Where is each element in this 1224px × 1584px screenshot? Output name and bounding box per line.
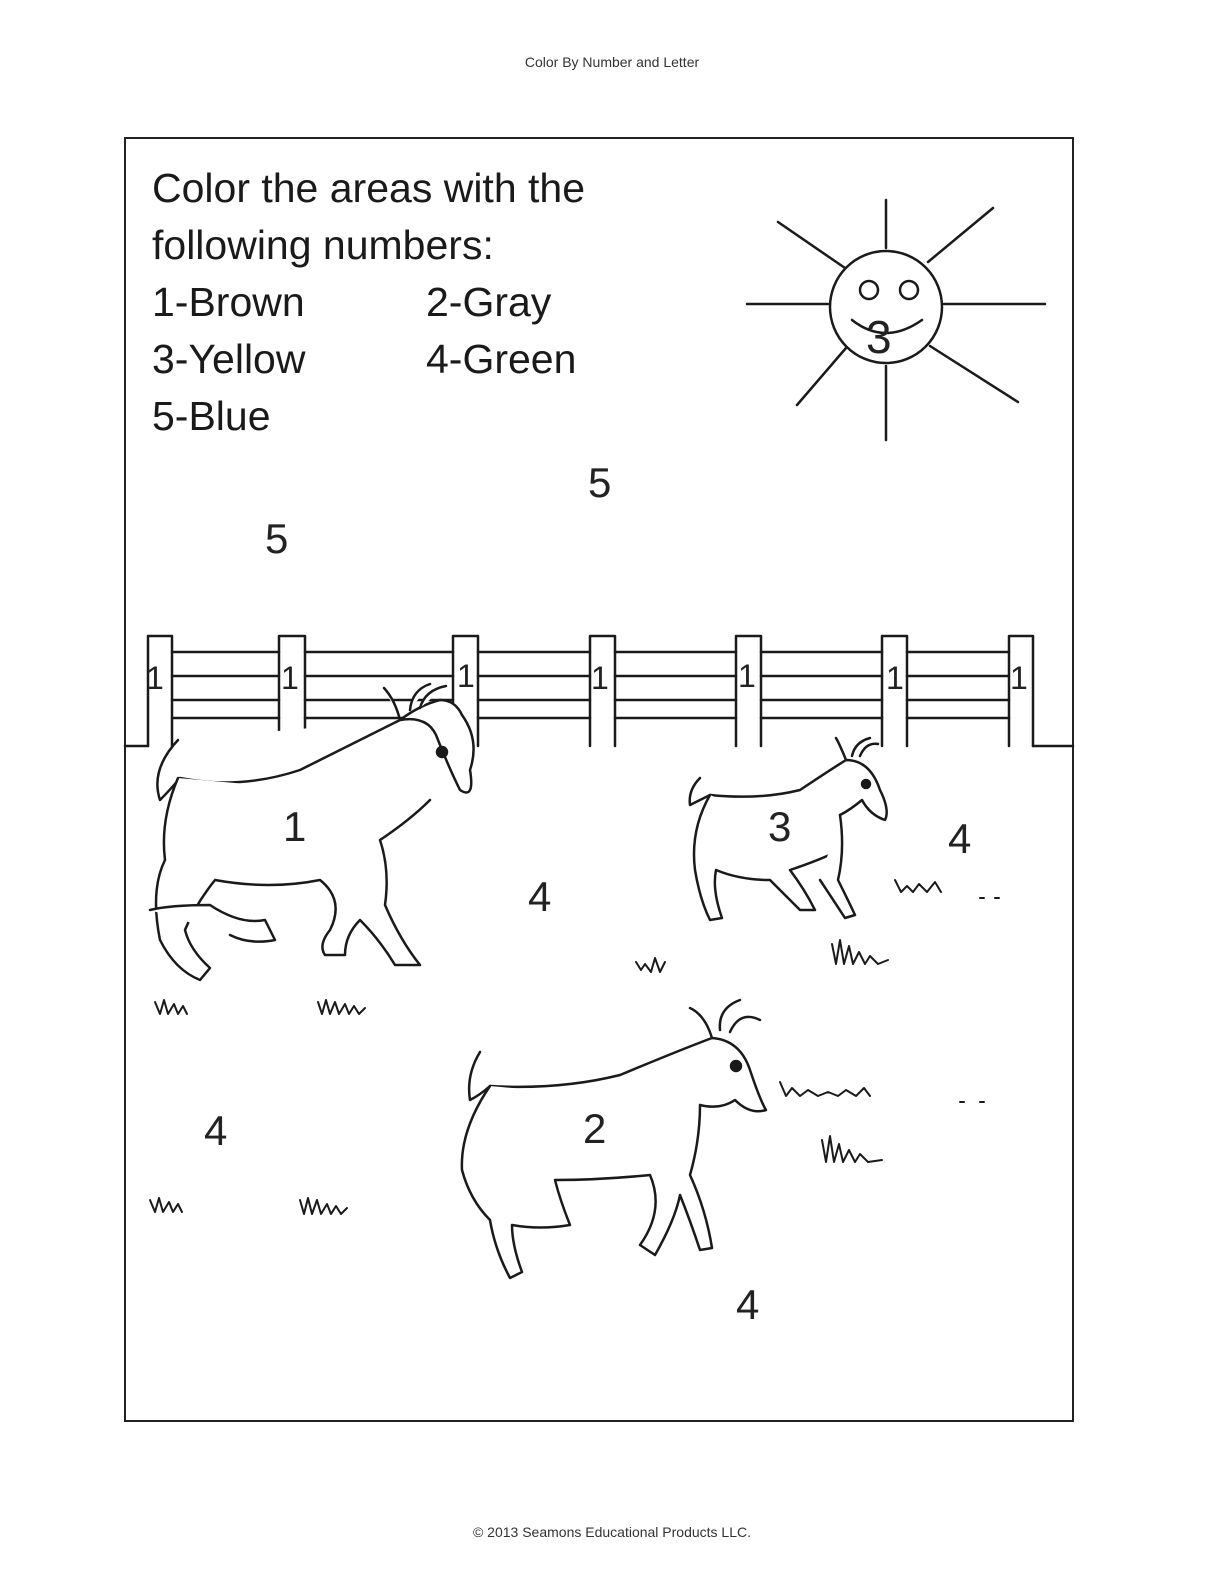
sun-icon xyxy=(747,200,1045,440)
grass-number: 4 xyxy=(204,1107,228,1154)
instructions-line-1: Color the areas with the xyxy=(152,165,586,211)
goat-front-number: 2 xyxy=(583,1105,607,1152)
copyright-footer: © 2013 Seamons Educational Products LLC. xyxy=(472,1524,752,1540)
legend-item-gray: 2-Gray xyxy=(426,279,552,325)
grass-number: 4 xyxy=(948,815,972,862)
fence-number: 1 xyxy=(738,658,756,694)
fence-number: 1 xyxy=(1010,660,1028,696)
instructions-block xyxy=(152,160,585,445)
fence-number: 1 xyxy=(886,660,904,696)
goat-large-drawing xyxy=(150,684,474,980)
legend-item-brown: 1-Brown xyxy=(152,279,305,325)
goat-front-drawing xyxy=(462,1000,766,1278)
grass-number: 4 xyxy=(736,1281,760,1328)
fence-number: 1 xyxy=(281,660,299,696)
page-header-title: Color By Number and Letter xyxy=(524,54,700,70)
fence-number: 1 xyxy=(457,658,475,694)
legend-item-green: 4-Green xyxy=(426,336,577,382)
legend-item-blue: 5-Blue xyxy=(152,393,271,439)
goat-large-number: 1 xyxy=(283,803,307,850)
sky-number: 5 xyxy=(588,459,612,506)
sun-number: 3 xyxy=(866,311,892,363)
fence-number: 1 xyxy=(146,660,164,696)
goat-small-number: 3 xyxy=(768,803,792,850)
legend-item-yellow: 3-Yellow xyxy=(152,336,306,382)
grass-number: 4 xyxy=(528,873,552,920)
sky-number: 5 xyxy=(265,515,289,562)
instructions-line-2: following numbers: xyxy=(152,222,494,268)
fence-number: 1 xyxy=(591,660,609,696)
